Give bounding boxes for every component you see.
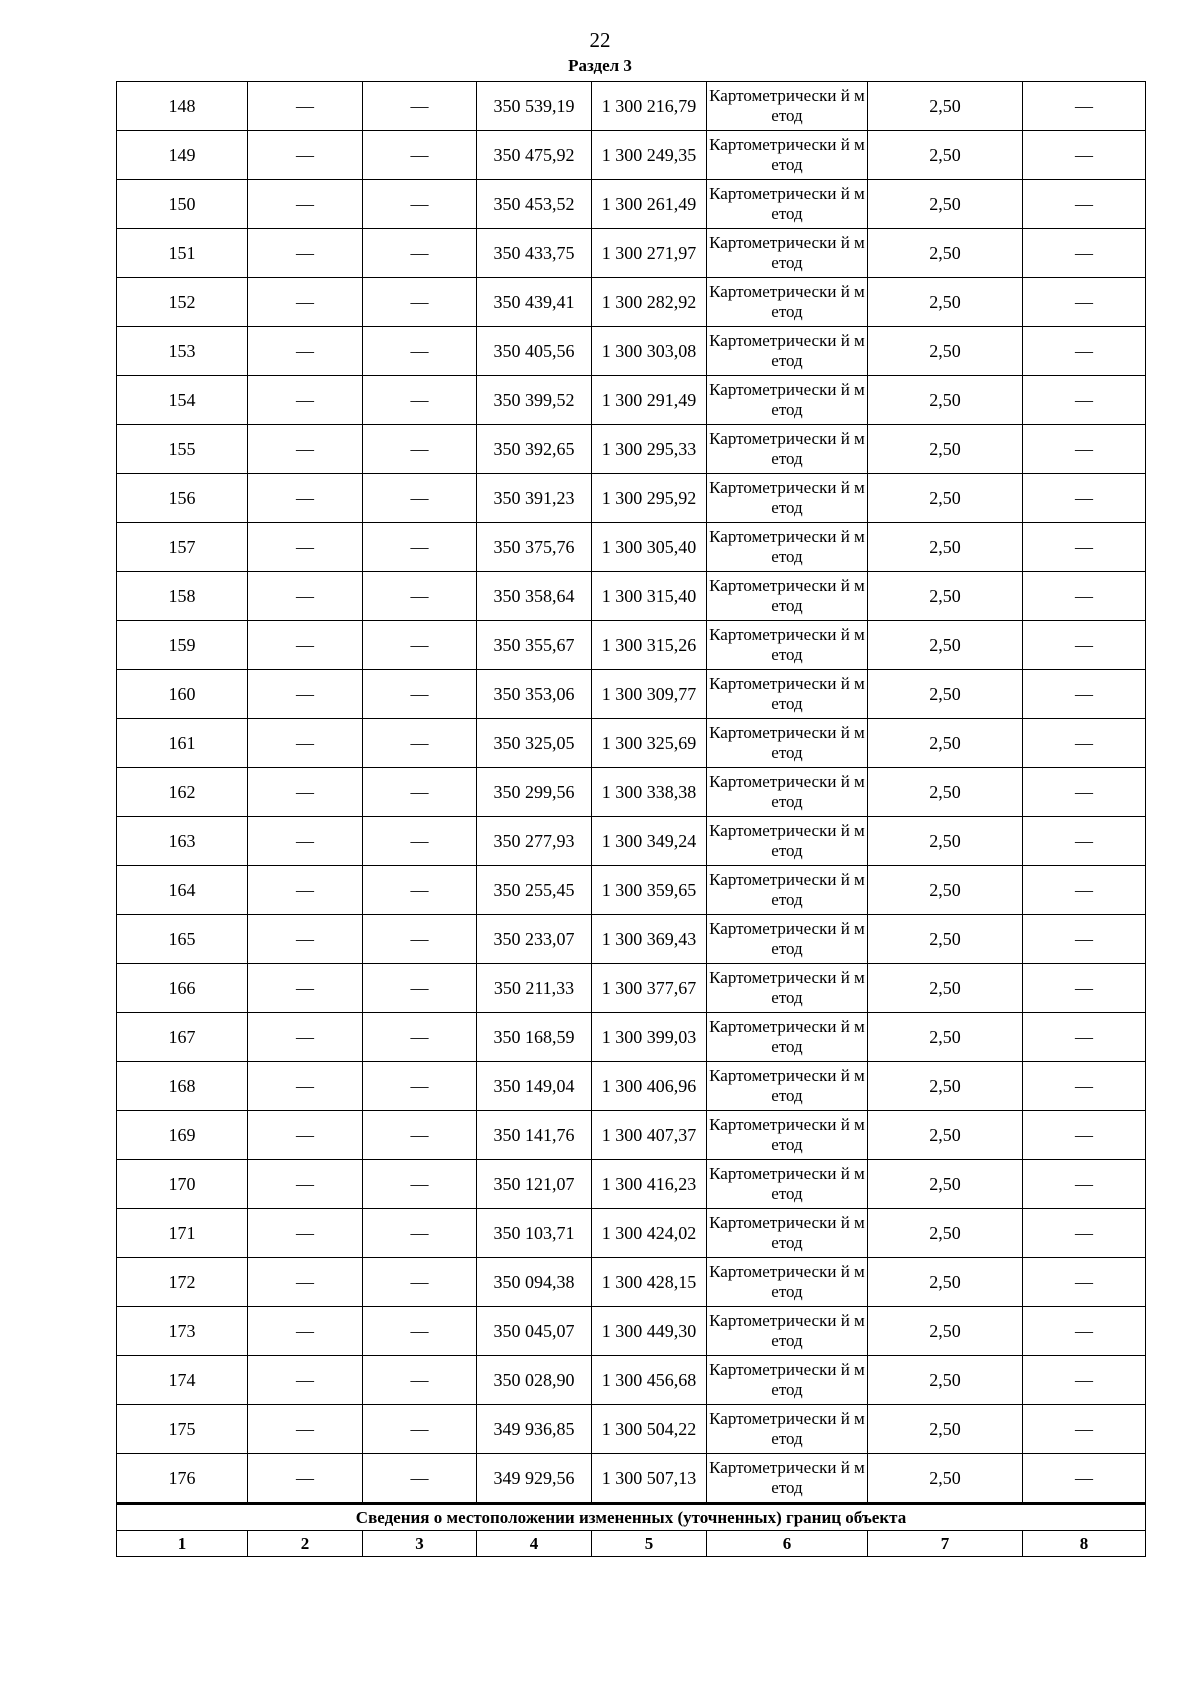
method-cell: Картометрически й метод [707,670,868,719]
empty-value-cell: — [1023,621,1146,670]
empty-value-cell: — [1023,572,1146,621]
point-number-cell: 157 [117,523,248,572]
coordinate-y-cell: 1 300 406,96 [592,1062,707,1111]
empty-value-cell: — [1023,474,1146,523]
empty-value-cell: — [363,719,477,768]
section-title: Раздел 3 [568,56,632,75]
table-row [117,670,1146,719]
coordinate-y-cell: 1 300 416,23 [592,1160,707,1209]
empty-value-cell: — [248,1454,363,1504]
coordinate-x-cell: 350 358,64 [477,572,592,621]
accuracy-cell: 2,50 [868,1160,1023,1209]
method-cell: Картометрически й метод [707,1258,868,1307]
empty-value-cell: — [363,1405,477,1454]
accuracy-cell: 2,50 [868,523,1023,572]
accuracy-cell: 2,50 [868,866,1023,915]
empty-value-cell: — [363,376,477,425]
empty-value-cell: — [248,376,363,425]
coordinate-x-cell: 350 149,04 [477,1062,592,1111]
coordinate-y-cell: 1 300 295,33 [592,425,707,474]
accuracy-cell: 2,50 [868,817,1023,866]
method-cell: Картометрически й метод [707,278,868,327]
empty-value-cell: — [248,1258,363,1307]
empty-value-cell: — [363,964,477,1013]
empty-value-cell: — [248,1209,363,1258]
accuracy-cell: 2,50 [868,1111,1023,1160]
column-number: 3 [363,1531,477,1557]
empty-value-cell: — [1023,376,1146,425]
accuracy-cell: 2,50 [868,82,1023,131]
coordinate-x-cell: 350 045,07 [477,1307,592,1356]
point-number-cell: 154 [117,376,248,425]
empty-value-cell: — [1023,1454,1146,1504]
empty-value-cell: — [248,131,363,180]
coordinate-x-cell: 350 391,23 [477,474,592,523]
empty-value-cell: — [248,572,363,621]
coordinate-y-cell: 1 300 428,15 [592,1258,707,1307]
coordinate-y-cell: 1 300 325,69 [592,719,707,768]
column-number: 7 [868,1531,1023,1557]
point-number-cell: 169 [117,1111,248,1160]
coordinate-x-cell: 350 353,06 [477,670,592,719]
coordinates-table [116,81,1146,1557]
coordinate-x-cell: 350 121,07 [477,1160,592,1209]
method-cell: Картометрически й метод [707,1160,868,1209]
coordinate-x-cell: 350 094,38 [477,1258,592,1307]
empty-value-cell: — [1023,1405,1146,1454]
coordinate-y-cell: 1 300 305,40 [592,523,707,572]
empty-value-cell: — [363,1258,477,1307]
accuracy-cell: 2,50 [868,1307,1023,1356]
empty-value-cell: — [1023,425,1146,474]
accuracy-cell: 2,50 [868,376,1023,425]
empty-value-cell: — [248,1307,363,1356]
empty-value-cell: — [248,1405,363,1454]
empty-value-cell: — [1023,670,1146,719]
empty-value-cell: — [1023,229,1146,278]
empty-value-cell: — [1023,817,1146,866]
coordinate-x-cell: 350 355,67 [477,621,592,670]
coordinate-y-cell: 1 300 338,38 [592,768,707,817]
empty-value-cell: — [363,1013,477,1062]
method-cell: Картометрически й метод [707,1405,868,1454]
point-number-cell: 156 [117,474,248,523]
empty-value-cell: — [363,180,477,229]
accuracy-cell: 2,50 [868,1258,1023,1307]
point-number-cell: 158 [117,572,248,621]
empty-value-cell: — [1023,719,1146,768]
table-row [117,572,1146,621]
accuracy-cell: 2,50 [868,327,1023,376]
point-number-cell: 172 [117,1258,248,1307]
table-row [117,1160,1146,1209]
empty-value-cell: — [363,1209,477,1258]
coordinate-x-cell: 350 277,93 [477,817,592,866]
accuracy-cell: 2,50 [868,131,1023,180]
table-footer [117,1504,1146,1557]
table-row [117,327,1146,376]
empty-value-cell: — [1023,1209,1146,1258]
table-row [117,425,1146,474]
table-row [117,719,1146,768]
method-cell: Картометрически й метод [707,817,868,866]
accuracy-cell: 2,50 [868,719,1023,768]
point-number-cell: 163 [117,817,248,866]
table-row [117,278,1146,327]
method-cell: Картометрически й метод [707,523,868,572]
coordinate-y-cell: 1 300 407,37 [592,1111,707,1160]
coordinate-y-cell: 1 300 424,02 [592,1209,707,1258]
method-cell: Картометрически й метод [707,376,868,425]
table-row [117,1258,1146,1307]
table-row [117,915,1146,964]
coordinate-y-cell: 1 300 309,77 [592,670,707,719]
accuracy-cell: 2,50 [868,670,1023,719]
coordinate-x-cell: 350 233,07 [477,915,592,964]
method-cell: Картометрически й метод [707,1209,868,1258]
method-cell: Картометрически й метод [707,1356,868,1405]
empty-value-cell: — [1023,1307,1146,1356]
accuracy-cell: 2,50 [868,1013,1023,1062]
method-cell: Картометрически й метод [707,1307,868,1356]
coordinate-y-cell: 1 300 249,35 [592,131,707,180]
accuracy-cell: 2,50 [868,1356,1023,1405]
table-row [117,1062,1146,1111]
coordinate-y-cell: 1 300 399,03 [592,1013,707,1062]
footer-title: Сведения о местоположении измененных (уточненных) границ объекта [117,1504,1146,1531]
point-number-cell: 165 [117,915,248,964]
point-number-cell: 171 [117,1209,248,1258]
method-cell: Картометрически й метод [707,621,868,670]
empty-value-cell: — [1023,1062,1146,1111]
table-row [117,474,1146,523]
column-number: 6 [707,1531,868,1557]
empty-value-cell: — [248,327,363,376]
coordinate-y-cell: 1 300 291,49 [592,376,707,425]
accuracy-cell: 2,50 [868,180,1023,229]
accuracy-cell: 2,50 [868,572,1023,621]
page-number: 22 [589,28,611,52]
empty-value-cell: — [363,327,477,376]
method-cell: Картометрически й метод [707,915,868,964]
empty-value-cell: — [363,1111,477,1160]
coordinate-y-cell: 1 300 507,13 [592,1454,707,1504]
column-number: 4 [477,1531,592,1557]
point-number-cell: 168 [117,1062,248,1111]
empty-value-cell: — [363,1307,477,1356]
empty-value-cell: — [248,1160,363,1209]
empty-value-cell: — [248,768,363,817]
empty-value-cell: — [363,425,477,474]
method-cell: Картометрически й метод [707,1454,868,1504]
coordinate-y-cell: 1 300 504,22 [592,1405,707,1454]
coordinate-x-cell: 350 475,92 [477,131,592,180]
empty-value-cell: — [1023,866,1146,915]
table-row [117,1111,1146,1160]
point-number-cell: 152 [117,278,248,327]
point-number-cell: 159 [117,621,248,670]
empty-value-cell: — [363,1062,477,1111]
empty-value-cell: — [1023,523,1146,572]
method-cell: Картометрически й метод [707,866,868,915]
empty-value-cell: — [1023,915,1146,964]
coordinate-y-cell: 1 300 315,26 [592,621,707,670]
empty-value-cell: — [248,1111,363,1160]
point-number-cell: 170 [117,1160,248,1209]
empty-value-cell: — [1023,1013,1146,1062]
empty-value-cell: — [1023,1356,1146,1405]
coordinate-x-cell: 350 399,52 [477,376,592,425]
method-cell: Картометрически й метод [707,719,868,768]
empty-value-cell: — [248,1013,363,1062]
table-row [117,768,1146,817]
empty-value-cell: — [1023,768,1146,817]
coordinate-x-cell: 349 936,85 [477,1405,592,1454]
table-row [117,1356,1146,1405]
table-row [117,82,1146,131]
footer-column-numbers-row [117,1531,1146,1557]
empty-value-cell: — [1023,131,1146,180]
table-row [117,621,1146,670]
point-number-cell: 167 [117,1013,248,1062]
empty-value-cell: — [248,425,363,474]
point-number-cell: 155 [117,425,248,474]
empty-value-cell: — [363,621,477,670]
empty-value-cell: — [248,1356,363,1405]
empty-value-cell: — [248,817,363,866]
table-row [117,376,1146,425]
point-number-cell: 166 [117,964,248,1013]
point-number-cell: 176 [117,1454,248,1504]
point-number-cell: 175 [117,1405,248,1454]
empty-value-cell: — [363,1356,477,1405]
accuracy-cell: 2,50 [868,1454,1023,1504]
coordinate-y-cell: 1 300 456,68 [592,1356,707,1405]
coordinate-x-cell: 350 168,59 [477,1013,592,1062]
empty-value-cell: — [363,768,477,817]
column-number: 8 [1023,1531,1146,1557]
empty-value-cell: — [248,1062,363,1111]
coordinate-y-cell: 1 300 261,49 [592,180,707,229]
method-cell: Картометрически й метод [707,768,868,817]
empty-value-cell: — [363,82,477,131]
table-row [117,1405,1146,1454]
empty-value-cell: — [248,180,363,229]
coordinate-y-cell: 1 300 377,67 [592,964,707,1013]
coordinate-y-cell: 1 300 359,65 [592,866,707,915]
empty-value-cell: — [1023,82,1146,131]
method-cell: Картометрически й метод [707,180,868,229]
coordinate-y-cell: 1 300 449,30 [592,1307,707,1356]
method-cell: Картометрически й метод [707,229,868,278]
coordinate-x-cell: 350 405,56 [477,327,592,376]
coordinate-x-cell: 350 539,19 [477,82,592,131]
coordinate-y-cell: 1 300 271,97 [592,229,707,278]
coordinate-x-cell: 350 453,52 [477,180,592,229]
coordinate-x-cell: 350 103,71 [477,1209,592,1258]
empty-value-cell: — [363,866,477,915]
method-cell: Картометрически й метод [707,964,868,1013]
table-row [117,817,1146,866]
empty-value-cell: — [248,964,363,1013]
empty-value-cell: — [363,915,477,964]
accuracy-cell: 2,50 [868,964,1023,1013]
coordinate-y-cell: 1 300 295,92 [592,474,707,523]
empty-value-cell: — [248,229,363,278]
point-number-cell: 153 [117,327,248,376]
accuracy-cell: 2,50 [868,621,1023,670]
method-cell: Картометрически й метод [707,1062,868,1111]
accuracy-cell: 2,50 [868,1209,1023,1258]
point-number-cell: 148 [117,82,248,131]
point-number-cell: 173 [117,1307,248,1356]
empty-value-cell: — [1023,1258,1146,1307]
coordinate-y-cell: 1 300 303,08 [592,327,707,376]
method-cell: Картометрически й метод [707,82,868,131]
method-cell: Картометрически й метод [707,1013,868,1062]
empty-value-cell: — [1023,1160,1146,1209]
point-number-cell: 162 [117,768,248,817]
point-number-cell: 150 [117,180,248,229]
empty-value-cell: — [363,572,477,621]
table-row [117,866,1146,915]
coordinate-x-cell: 350 375,76 [477,523,592,572]
coordinate-x-cell: 350 433,75 [477,229,592,278]
table-row [117,229,1146,278]
empty-value-cell: — [363,229,477,278]
empty-value-cell: — [248,82,363,131]
coordinate-x-cell: 350 141,76 [477,1111,592,1160]
coordinate-x-cell: 350 299,56 [477,768,592,817]
table-row [117,964,1146,1013]
accuracy-cell: 2,50 [868,425,1023,474]
table-row [117,131,1146,180]
coordinate-y-cell: 1 300 282,92 [592,278,707,327]
coordinate-x-cell: 350 211,33 [477,964,592,1013]
table-row [117,180,1146,229]
table-row [117,1454,1146,1504]
empty-value-cell: — [1023,327,1146,376]
table-row [117,1307,1146,1356]
column-number: 2 [248,1531,363,1557]
method-cell: Картометрически й метод [707,425,868,474]
method-cell: Картометрически й метод [707,327,868,376]
empty-value-cell: — [248,670,363,719]
point-number-cell: 160 [117,670,248,719]
table-row [117,1013,1146,1062]
accuracy-cell: 2,50 [868,915,1023,964]
point-number-cell: 149 [117,131,248,180]
empty-value-cell: — [248,278,363,327]
accuracy-cell: 2,50 [868,1405,1023,1454]
empty-value-cell: — [1023,278,1146,327]
accuracy-cell: 2,50 [868,768,1023,817]
table-row [117,1209,1146,1258]
empty-value-cell: — [363,817,477,866]
accuracy-cell: 2,50 [868,1062,1023,1111]
accuracy-cell: 2,50 [868,229,1023,278]
point-number-cell: 174 [117,1356,248,1405]
empty-value-cell: — [1023,964,1146,1013]
empty-value-cell: — [363,474,477,523]
coordinate-x-cell: 350 392,65 [477,425,592,474]
coordinate-y-cell: 1 300 369,43 [592,915,707,964]
footer-title-row [117,1504,1146,1531]
empty-value-cell: — [363,131,477,180]
coordinate-y-cell: 1 300 315,40 [592,572,707,621]
coordinate-x-cell: 350 325,05 [477,719,592,768]
method-cell: Картометрически й метод [707,1111,868,1160]
method-cell: Картометрически й метод [707,474,868,523]
coordinate-x-cell: 350 255,45 [477,866,592,915]
method-cell: Картометрически й метод [707,131,868,180]
column-number: 1 [117,1531,248,1557]
empty-value-cell: — [363,1454,477,1504]
point-number-cell: 151 [117,229,248,278]
accuracy-cell: 2,50 [868,278,1023,327]
coordinate-x-cell: 350 439,41 [477,278,592,327]
empty-value-cell: — [248,621,363,670]
coordinate-y-cell: 1 300 349,24 [592,817,707,866]
empty-value-cell: — [248,523,363,572]
table-row [117,523,1146,572]
empty-value-cell: — [1023,1111,1146,1160]
empty-value-cell: — [363,523,477,572]
empty-value-cell: — [363,670,477,719]
empty-value-cell: — [248,915,363,964]
empty-value-cell: — [363,1160,477,1209]
coordinate-x-cell: 350 028,90 [477,1356,592,1405]
method-cell: Картометрически й метод [707,572,868,621]
empty-value-cell: — [1023,180,1146,229]
empty-value-cell: — [248,474,363,523]
empty-value-cell: — [248,719,363,768]
column-number: 5 [592,1531,707,1557]
empty-value-cell: — [363,278,477,327]
accuracy-cell: 2,50 [868,474,1023,523]
empty-value-cell: — [248,866,363,915]
point-number-cell: 164 [117,866,248,915]
coordinate-y-cell: 1 300 216,79 [592,82,707,131]
coordinate-x-cell: 349 929,56 [477,1454,592,1504]
point-number-cell: 161 [117,719,248,768]
table-body [117,82,1146,1504]
